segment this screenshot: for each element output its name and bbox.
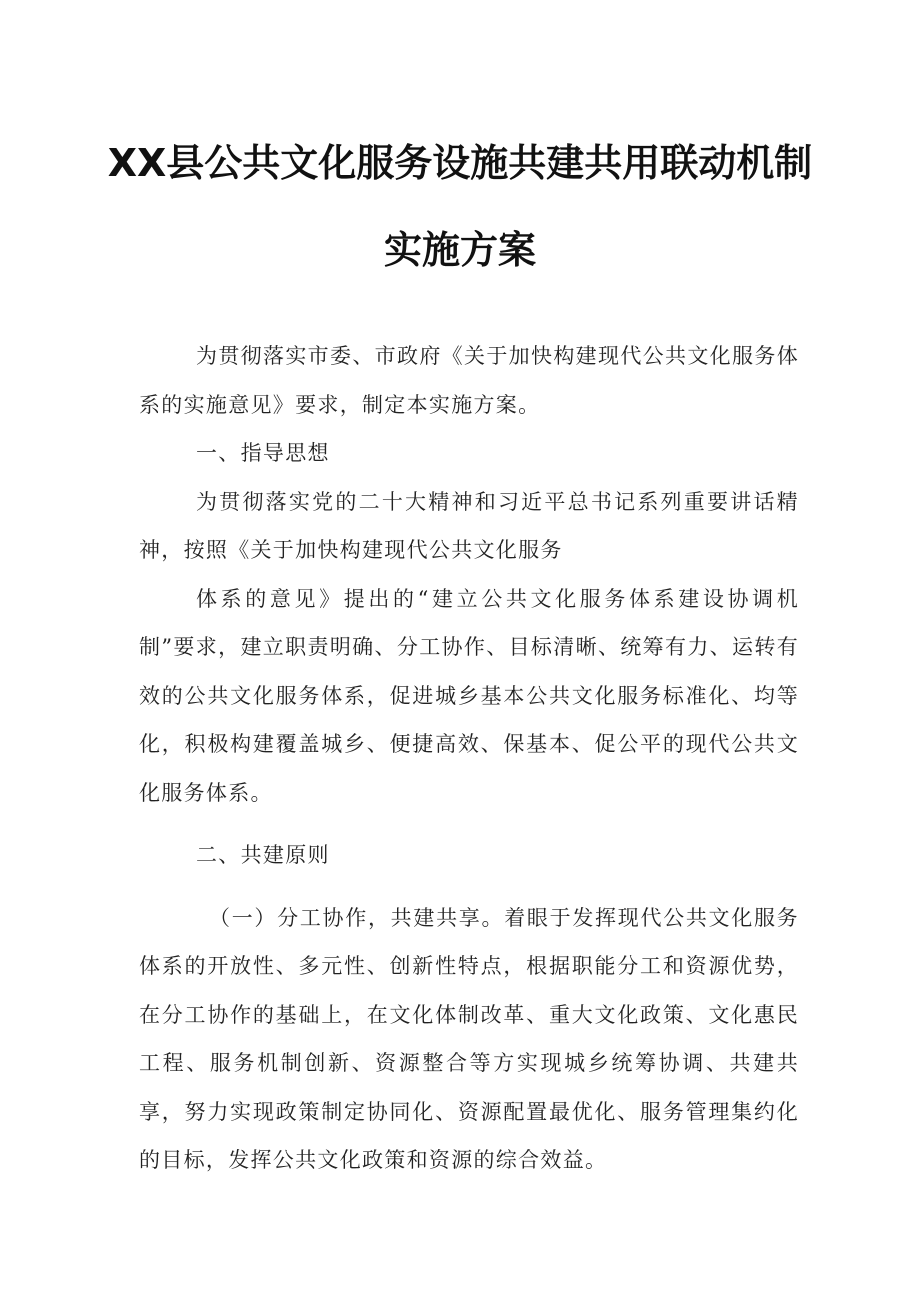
document-title-line-1: XX县公共文化服务设施共建共用联动机制 <box>107 141 813 185</box>
document-title-line-2: 实施方案 <box>383 228 536 272</box>
intro-paragraph: 为贯彻落实市委、市政府《关于加快构建现代公共文化服务体系的实施意见》要求，制定本实施方案。 <box>139 344 799 417</box>
section-2-heading: 二、共建原则 <box>196 843 330 867</box>
section-spacer <box>139 880 799 894</box>
document-body <box>139 332 799 1185</box>
section-spacer <box>139 817 799 831</box>
section-2-paragraph-1: （一）分工协作，共建共享。着眼于发挥现代公共文化服务体系的开放性、多元性、创新性特点，根据职能分工和资源优势，在分工协作的基础上，在文化体制改革、重大文化政策、文化惠民工程、服务机制创新、资源整合等方实现城乡统筹协调、共建共享，努力实现政策制定协同化、资源配置最优化、服务管理集约化的目标，发挥公共文化政策和资源的综合效益。 <box>139 905 799 1172</box>
section-1-heading: 一、指导思想 <box>196 441 330 465</box>
section-1-paragraph-2: 体系的意见》提出的“建立公共文化服务体系建设协调机制”要求，建立职责明确、分工协作、目标清晰、统筹有力、运转有效的公共文化服务体系，促进城乡基本公共文化服务标准化、均等化，积极构建覆盖城乡、便捷高效、保基本、促公平的现代公共文化服务体系。 <box>139 586 799 805</box>
section-1-paragraph-1: 为贯彻落实党的二十大精神和习近平总书记系列重要讲话精神，按照《关于加快构建现代公共文化服务 <box>139 489 799 562</box>
